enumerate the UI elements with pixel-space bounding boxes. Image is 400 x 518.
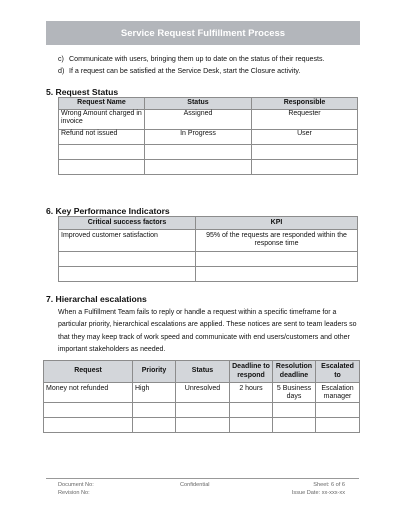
table-cell: Assigned bbox=[145, 110, 252, 130]
table-row bbox=[59, 110, 358, 130]
table-cell: 95% of the requests are responded within the response time bbox=[196, 230, 358, 252]
list-item bbox=[58, 67, 301, 76]
column-header: Responsible bbox=[252, 98, 358, 110]
section-heading: 7. Hierarchal escalations bbox=[46, 294, 147, 304]
table-row bbox=[44, 403, 360, 418]
footer-confidential: Confidential bbox=[180, 482, 210, 488]
page-banner bbox=[46, 21, 360, 45]
footer-document-no: Document No: bbox=[58, 482, 94, 488]
column-header: Resolution deadline bbox=[273, 361, 316, 383]
section-heading: 5. Request Status bbox=[46, 87, 119, 97]
table-cell: Refund not issued bbox=[59, 130, 145, 145]
table-cell: Escalation manager bbox=[316, 383, 360, 403]
table-cell: Money not refunded bbox=[44, 383, 133, 403]
table-row bbox=[59, 230, 358, 252]
footer-issue-date: Issue Date: xx-xxx-xx bbox=[291, 490, 345, 496]
column-header: Deadline to respond bbox=[230, 361, 273, 383]
table-row bbox=[59, 267, 358, 282]
footer-divider bbox=[46, 478, 359, 479]
table-row bbox=[59, 145, 358, 160]
column-header: Status bbox=[145, 98, 252, 110]
table-cell: Wrong Amount charged in invoice bbox=[59, 110, 145, 130]
list-text: Communicate with users, bringing them up to date on the status of their requests. bbox=[69, 55, 325, 63]
list-marker: d) bbox=[58, 67, 65, 75]
column-header: Critical success factors bbox=[59, 217, 196, 230]
table-cell: 5 Business days bbox=[273, 383, 316, 403]
table-row bbox=[44, 418, 360, 433]
table-cell: User bbox=[252, 130, 358, 145]
table-cell: Improved customer satisfaction bbox=[59, 230, 196, 252]
footer-sheet: Sheet: 6 of 6 bbox=[313, 482, 345, 488]
banner-title: Service Request Fulfillment Process bbox=[120, 27, 286, 39]
table-cell: Requester bbox=[252, 110, 358, 130]
list-item bbox=[58, 55, 325, 64]
footer-revision-no: Revision No: bbox=[58, 490, 90, 496]
table-cell: In Progress bbox=[145, 130, 252, 145]
list-marker: c) bbox=[58, 55, 64, 63]
column-header: Status bbox=[176, 361, 230, 383]
column-header: Escalated to bbox=[316, 361, 360, 383]
table-row bbox=[44, 383, 360, 403]
table-row bbox=[59, 252, 358, 267]
escalation-table bbox=[43, 360, 360, 433]
table-cell: 2 hours bbox=[230, 383, 273, 403]
column-header: KPI bbox=[196, 217, 358, 230]
paragraph: When a Fulfillment Team fails to reply or handle a request within a specific timeframe for a particular priority, hierarchical escalations are applied. These notices are sent to team leaders so that they may keep track of work speed and communicate with end users/customers and other important stakeholders as needed. bbox=[58, 309, 357, 353]
column-header: Request Name bbox=[59, 98, 145, 110]
table-cell: High bbox=[133, 383, 176, 403]
column-header: Priority bbox=[133, 361, 176, 383]
request-status-table bbox=[58, 97, 358, 175]
table-row bbox=[59, 160, 358, 175]
column-header: Request bbox=[44, 361, 133, 383]
table-row bbox=[59, 130, 358, 145]
table-cell: Unresolved bbox=[176, 383, 230, 403]
kpi-table bbox=[58, 216, 358, 282]
section-heading: 6. Key Performance Indicators bbox=[46, 206, 170, 216]
list-text: If a request can be satisfied at the Service Desk, start the Closure activity. bbox=[69, 67, 301, 75]
